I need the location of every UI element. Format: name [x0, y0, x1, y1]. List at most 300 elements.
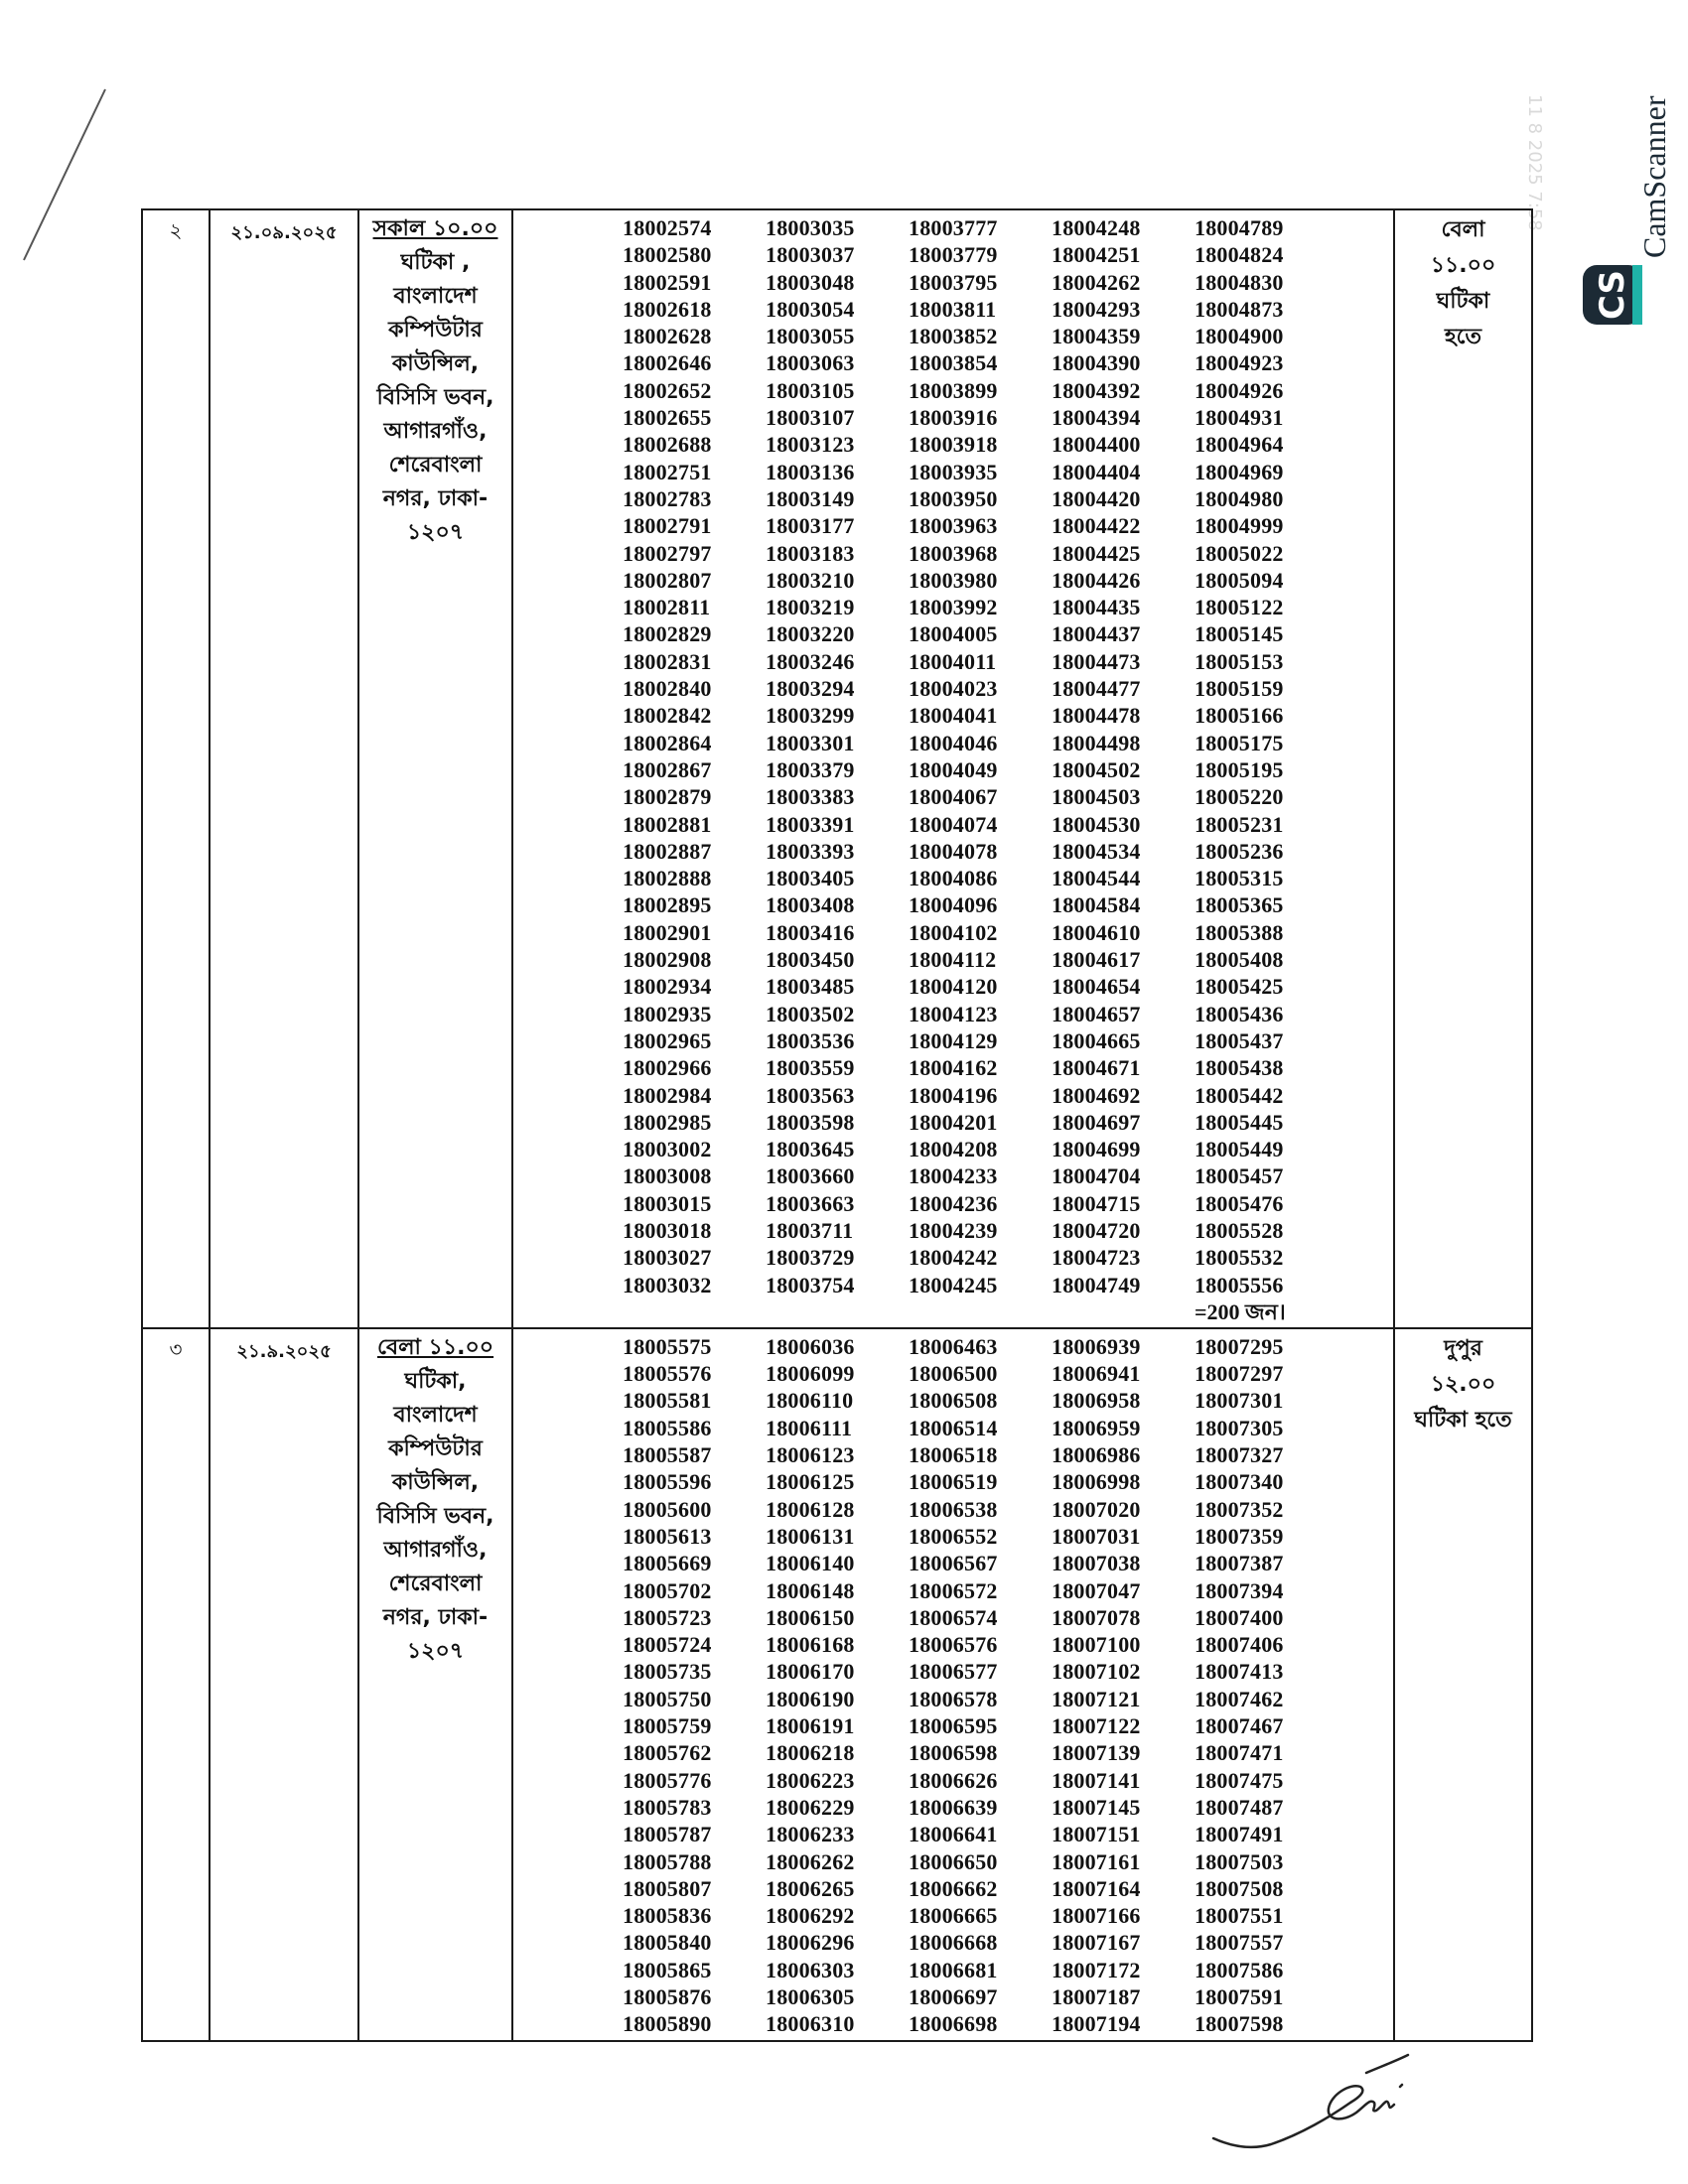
roll-number: 18005723 [623, 1604, 712, 1630]
roll-number: 18004248 [1052, 215, 1141, 240]
roll-number: 18006223 [766, 1767, 855, 1793]
roll-number: 18003563 [766, 1082, 855, 1108]
roll-number: 18003035 [766, 215, 855, 240]
roll-number: 18004394 [1052, 405, 1141, 431]
roll-number: 18007038 [1052, 1551, 1141, 1576]
roll-number: 18002879 [623, 784, 712, 810]
roll-number: 18007020 [1052, 1496, 1141, 1522]
venue-line: ১২০৭ [406, 1638, 465, 1664]
roll-number: 18004359 [1052, 324, 1141, 349]
schedule-row [142, 1328, 1532, 2041]
roll-column [1195, 214, 1337, 1298]
roll-number: 18007352 [1195, 1496, 1284, 1522]
roll-number: 18005388 [1195, 919, 1284, 945]
roll-number: 18004435 [1052, 595, 1141, 620]
roll-number: 18007491 [1195, 1822, 1284, 1847]
roll-number: 18006123 [766, 1442, 855, 1468]
roll-number: 18003383 [766, 784, 855, 810]
roll-number: 18003916 [909, 405, 998, 431]
roll-number: 18007139 [1052, 1740, 1141, 1766]
roll-number: 18007400 [1195, 1604, 1284, 1630]
roll-number: 18003220 [766, 621, 855, 647]
roll-column [1052, 214, 1195, 1298]
roll-number: 18004426 [1052, 567, 1141, 593]
roll-number: 18007598 [1195, 2011, 1284, 2037]
venue-line: আগারগাঁও, [383, 1537, 488, 1563]
roll-number: 18005776 [623, 1767, 712, 1793]
roll-number: 18004824 [1195, 242, 1284, 268]
report-time-cell [1394, 209, 1532, 1328]
roll-number: 18007340 [1195, 1469, 1284, 1495]
roll-number: 18004041 [909, 703, 998, 729]
roll-number: 18004112 [909, 947, 997, 973]
roll-number: 18007194 [1052, 2011, 1141, 2037]
roll-number: 18003105 [766, 377, 855, 403]
venue-line: বিসিসি ভবন, [376, 385, 494, 410]
roll-number: 18006518 [909, 1442, 998, 1468]
roll-number: 18006463 [909, 1333, 998, 1359]
serial-number: ৩ [142, 1328, 210, 2041]
roll-number: 18003149 [766, 485, 855, 511]
roll-number: 18004196 [909, 1082, 998, 1108]
roll-number: 18004208 [909, 1137, 998, 1162]
roll-number: 18004964 [1195, 432, 1284, 458]
roll-number: 18003980 [909, 567, 998, 593]
roll-number: 18002751 [623, 459, 712, 484]
roll-number: 18005787 [623, 1822, 712, 1847]
roll-column [766, 214, 909, 1298]
roll-number: 18005022 [1195, 540, 1284, 566]
roll-number: 18002908 [623, 947, 712, 973]
roll-number: 18007141 [1052, 1767, 1141, 1793]
roll-number: 18004900 [1195, 324, 1284, 349]
roll-number: 18007297 [1195, 1361, 1284, 1387]
roll-number: 18003219 [766, 595, 855, 620]
roll-number: 18006576 [909, 1632, 998, 1658]
roll-number: 18005762 [623, 1740, 712, 1766]
roll-number: 18003795 [909, 269, 998, 295]
roll-number: 18003018 [623, 1217, 712, 1243]
roll-number: 18005365 [1195, 892, 1284, 918]
roll-number: 18006168 [766, 1632, 855, 1658]
roll-number: 18005587 [623, 1442, 712, 1468]
venue-line: বাংলাদেশ [393, 284, 478, 309]
roll-number: 18002881 [623, 811, 712, 837]
roll-column [909, 214, 1052, 1298]
roll-number: 18003645 [766, 1137, 855, 1162]
roll-number: 18004692 [1052, 1082, 1141, 1108]
exam-date: ২১.০৯.২০২৫ [210, 209, 358, 1328]
roll-number: 18006265 [766, 1875, 855, 1901]
venue-line: নগর, ঢাকা- [382, 1604, 489, 1630]
roll-number: 18006514 [909, 1415, 998, 1440]
roll-number: 18007591 [1195, 1984, 1284, 2009]
roll-number: 18003899 [909, 377, 998, 403]
roll-number: 18007586 [1195, 1957, 1284, 1982]
roll-number: 18002580 [623, 242, 712, 268]
roll-number: 18002652 [623, 377, 712, 403]
roll-number: 18002628 [623, 324, 712, 349]
roll-number: 18006111 [766, 1415, 853, 1440]
roll-number: 18003301 [766, 730, 855, 755]
roll-number: 18003055 [766, 324, 855, 349]
roll-number: 18004437 [1052, 621, 1141, 647]
roll-number: 18003408 [766, 892, 855, 918]
roll-number: 18002867 [623, 756, 712, 782]
roll-number: 18007100 [1052, 1632, 1141, 1658]
venue-line: বিসিসি ভবন, [376, 1503, 494, 1529]
roll-number: 18006099 [766, 1361, 855, 1387]
roll-number: 18004999 [1195, 513, 1284, 539]
roll-number: 18002935 [623, 1001, 712, 1026]
report-time-line: ঘটিকা হতে [1414, 1407, 1512, 1433]
roll-number: 18006229 [766, 1794, 855, 1820]
venue-line: ঘটিকা , [400, 250, 471, 275]
roll-number: 18003854 [909, 350, 998, 376]
roll-number: 18004422 [1052, 513, 1141, 539]
roll-number: 18006131 [766, 1523, 855, 1549]
roll-number: 18002985 [623, 1109, 712, 1135]
roll-number: 18003918 [909, 432, 998, 458]
roll-number: 18006233 [766, 1822, 855, 1847]
roll-number: 18006574 [909, 1604, 998, 1630]
roll-number: 18006998 [1052, 1469, 1141, 1495]
roll-number: 18004477 [1052, 676, 1141, 702]
roll-number: 18004534 [1052, 838, 1141, 864]
roll-number: 18005145 [1195, 621, 1284, 647]
roll-number: 18006310 [766, 2011, 855, 2037]
roll-number: 18004544 [1052, 866, 1141, 891]
roll-number: 18004120 [909, 974, 998, 1000]
roll-number: 18005437 [1195, 1027, 1284, 1053]
roll-number: 18005159 [1195, 676, 1284, 702]
roll-number: 18007187 [1052, 1984, 1141, 2009]
roll-number: 18004530 [1052, 811, 1141, 837]
roll-number: 18004704 [1052, 1163, 1141, 1189]
roll-number: 18006190 [766, 1686, 855, 1711]
roll-number: 18002655 [623, 405, 712, 431]
roll-number: 18007413 [1195, 1659, 1284, 1685]
venue-cell [358, 209, 512, 1328]
roll-number: 18002829 [623, 621, 712, 647]
roll-number: 18006567 [909, 1551, 998, 1576]
roll-number: 18006668 [909, 1930, 998, 1956]
roll-number: 18006305 [766, 1984, 855, 2009]
roll-number: 18005596 [623, 1469, 712, 1495]
roll-number: 18007102 [1052, 1659, 1141, 1685]
report-time-line: ১১.০০ [1430, 253, 1496, 278]
roll-column [623, 214, 766, 1298]
roll-number: 18004074 [909, 811, 998, 837]
roll-number: 18007172 [1052, 1957, 1141, 1982]
roll-number: 18006110 [766, 1388, 854, 1414]
roll-number: 18004610 [1052, 919, 1141, 945]
roll-number: 18002574 [623, 215, 712, 240]
roll-number: 18005556 [1195, 1272, 1284, 1297]
roll-number: 18003992 [909, 595, 998, 620]
roll-number: 18004293 [1052, 296, 1141, 322]
roll-number: 18003177 [766, 513, 855, 539]
roll-number: 18006959 [1052, 1415, 1141, 1440]
roll-number: 18003852 [909, 324, 998, 349]
roll-number: 18007305 [1195, 1415, 1284, 1440]
roll-number: 18007078 [1052, 1604, 1141, 1630]
roll-number: 18003002 [623, 1137, 712, 1162]
roll-number: 18006519 [909, 1469, 998, 1495]
roll-number: 18002811 [623, 595, 711, 620]
report-time-line: বেলা [1441, 217, 1485, 242]
roll-number: 18006681 [909, 1957, 998, 1982]
roll-number: 18005702 [623, 1577, 712, 1603]
roll-number: 18004503 [1052, 784, 1141, 810]
roll-number: 18002791 [623, 513, 712, 539]
roll-number: 18004584 [1052, 892, 1141, 918]
roll-number: 18003416 [766, 919, 855, 945]
roll-number: 18005166 [1195, 703, 1284, 729]
roll-number: 18005442 [1195, 1082, 1284, 1108]
roll-number: 18004096 [909, 892, 998, 918]
roll-number: 18002783 [623, 485, 712, 511]
roll-number: 18003536 [766, 1027, 855, 1053]
roll-number: 18006639 [909, 1794, 998, 1820]
roll-number: 18007161 [1052, 1848, 1141, 1874]
roll-number: 18004498 [1052, 730, 1141, 755]
roll-number: 18005600 [623, 1496, 712, 1522]
roll-number: 18006939 [1052, 1333, 1141, 1359]
roll-number: 18004699 [1052, 1137, 1141, 1162]
roll-number-table [141, 208, 1533, 2042]
roll-number: 18007503 [1195, 1848, 1284, 1874]
roll-number: 18002618 [623, 296, 712, 322]
venue-line: কম্পিউটার [388, 1435, 483, 1461]
roll-number: 18004086 [909, 866, 998, 891]
roll-number: 18005890 [623, 2011, 712, 2037]
roll-number: 18004665 [1052, 1027, 1141, 1053]
roll-number: 18003559 [766, 1055, 855, 1081]
roll-number: 18005220 [1195, 784, 1284, 810]
roll-number: 18007487 [1195, 1794, 1284, 1820]
roll-number: 18004078 [909, 838, 998, 864]
roll-number: 18005122 [1195, 595, 1284, 620]
roll-number: 18002646 [623, 350, 712, 376]
roll-number: 18004723 [1052, 1245, 1141, 1271]
roll-number: 18002864 [623, 730, 712, 755]
roll-number: 18003299 [766, 703, 855, 729]
roll-number: 18005586 [623, 1415, 712, 1440]
roll-number: 18006148 [766, 1577, 855, 1603]
roll-number: 18007557 [1195, 1930, 1284, 1956]
roll-number: 18004201 [909, 1109, 998, 1135]
roll-number: 18006036 [766, 1333, 855, 1359]
roll-number: 18003963 [909, 513, 998, 539]
roll-column [766, 1333, 909, 2038]
roll-number: 18003950 [909, 485, 998, 511]
roll-number: 18006296 [766, 1930, 855, 1956]
roll-number: 18004251 [1052, 242, 1141, 268]
roll-number: 18006140 [766, 1551, 855, 1576]
roll-number: 18005436 [1195, 1001, 1284, 1026]
roll-number: 18004245 [909, 1272, 998, 1297]
roll-number: 18003405 [766, 866, 855, 891]
total-count: =200 জন। [1195, 1298, 1286, 1324]
roll-number: 18003754 [766, 1272, 855, 1297]
roll-number: 18002965 [623, 1027, 712, 1053]
roll-number: 18007295 [1195, 1333, 1284, 1359]
roll-number: 18003779 [909, 242, 998, 268]
roll-number: 18005724 [623, 1632, 712, 1658]
roll-number: 18004980 [1195, 485, 1284, 511]
roll-number: 18002797 [623, 540, 712, 566]
roll-numbers-cell [512, 209, 1394, 1328]
roll-number: 18005576 [623, 1361, 712, 1387]
roll-number: 18002831 [623, 648, 712, 674]
roll-number: 18006552 [909, 1523, 998, 1549]
roll-number: 18002888 [623, 866, 712, 891]
roll-number: 18005476 [1195, 1190, 1284, 1216]
roll-number: 18002688 [623, 432, 712, 458]
roll-number: 18005581 [623, 1388, 712, 1414]
camscanner-watermark [1575, 60, 1672, 338]
roll-number: 18004005 [909, 621, 998, 647]
roll-number: 18006941 [1052, 1361, 1141, 1387]
roll-number: 18003015 [623, 1190, 712, 1216]
roll-number: 18003502 [766, 1001, 855, 1026]
roll-number: 18005759 [623, 1713, 712, 1739]
roll-number: 18006150 [766, 1604, 855, 1630]
roll-number: 18005865 [623, 1957, 712, 1982]
roll-number: 18003136 [766, 459, 855, 484]
roll-number: 18006595 [909, 1713, 998, 1739]
roll-number: 18005457 [1195, 1163, 1284, 1189]
venue-line: কাউন্সিল, [391, 1469, 480, 1495]
roll-number: 18003811 [909, 296, 997, 322]
roll-number: 18004654 [1052, 974, 1141, 1000]
roll-number: 18005840 [623, 1930, 712, 1956]
roll-number: 18002807 [623, 567, 712, 593]
roll-number: 18005231 [1195, 811, 1284, 837]
report-time-line: হতে [1445, 325, 1481, 349]
roll-number: 18005532 [1195, 1245, 1284, 1271]
roll-number: 18005315 [1195, 866, 1284, 891]
roll-number: 18007475 [1195, 1767, 1284, 1793]
handwritten-signature [1211, 2047, 1410, 2156]
report-time-line: ঘটিকা [1436, 289, 1490, 314]
roll-number: 18007121 [1052, 1686, 1141, 1711]
roll-number: 18007406 [1195, 1632, 1284, 1658]
roll-number: 18003246 [766, 648, 855, 674]
roll-number: 18005195 [1195, 756, 1284, 782]
venue-cell [358, 1328, 512, 2041]
roll-column [909, 1333, 1052, 2038]
roll-number: 18005876 [623, 1984, 712, 2009]
venue-line: কাউন্সিল, [391, 351, 480, 376]
roll-number: 18004425 [1052, 540, 1141, 566]
roll-numbers-cell [512, 1328, 1394, 2041]
roll-number: 18003968 [909, 540, 998, 566]
roll-number: 18003660 [766, 1163, 855, 1189]
roll-number: 18004420 [1052, 485, 1141, 511]
roll-number: 18004617 [1052, 947, 1141, 973]
roll-number: 18005735 [623, 1659, 712, 1685]
roll-number: 18004715 [1052, 1190, 1141, 1216]
roll-number: 18004502 [1052, 756, 1141, 782]
roll-number: 18007462 [1195, 1686, 1284, 1711]
venue-line: আগারগাঁও, [383, 419, 488, 444]
roll-column [1195, 1333, 1337, 2038]
venue-line: বাংলাদেশ [393, 1402, 478, 1428]
roll-number: 18007122 [1052, 1713, 1141, 1739]
roll-number: 18006303 [766, 1957, 855, 1982]
roll-number: 18004478 [1052, 703, 1141, 729]
roll-number: 18002840 [623, 676, 712, 702]
venue-line: শেরেবাংলা [388, 1570, 483, 1596]
roll-number: 18007471 [1195, 1740, 1284, 1766]
roll-number: 18006170 [766, 1659, 855, 1685]
roll-number: 18004931 [1195, 405, 1284, 431]
roll-number: 18006665 [909, 1903, 998, 1929]
roll-number: 18007164 [1052, 1875, 1141, 1901]
roll-number: 18007508 [1195, 1875, 1284, 1901]
roll-number: 18002842 [623, 703, 712, 729]
roll-number: 18003183 [766, 540, 855, 566]
roll-number: 18006262 [766, 1848, 855, 1874]
roll-number: 18005807 [623, 1875, 712, 1901]
roll-number: 18004262 [1052, 269, 1141, 295]
roll-number: 18003210 [766, 567, 855, 593]
roll-number: 18003123 [766, 432, 855, 458]
roll-number: 18005438 [1195, 1055, 1284, 1081]
roll-number: 18003054 [766, 296, 855, 322]
roll-number: 18003032 [623, 1272, 712, 1297]
roll-number: 18005750 [623, 1686, 712, 1711]
roll-column [1052, 1333, 1195, 2038]
roll-number: 18006662 [909, 1875, 998, 1901]
venue-line: নগর, ঢাকা- [382, 486, 489, 511]
venue-line: ঘটিকা, [404, 1368, 467, 1394]
roll-number: 18004404 [1052, 459, 1141, 484]
roll-number: 18003294 [766, 676, 855, 702]
roll-number: 18005449 [1195, 1137, 1284, 1162]
roll-number: 18003107 [766, 405, 855, 431]
roll-number: 18004123 [909, 1001, 998, 1026]
roll-number: 18003393 [766, 838, 855, 864]
roll-number: 18007327 [1195, 1442, 1284, 1468]
venue-line: সকাল ১০.০০ [372, 216, 498, 241]
roll-number: 18005153 [1195, 648, 1284, 674]
roll-number: 18007166 [1052, 1903, 1141, 1929]
roll-number: 18007301 [1195, 1388, 1284, 1414]
schedule-row [142, 209, 1532, 1328]
roll-number: 18004011 [909, 648, 997, 674]
roll-number: 18004671 [1052, 1055, 1141, 1081]
roll-number: 18007145 [1052, 1794, 1141, 1820]
roll-number: 18002901 [623, 919, 712, 945]
roll-number: 18003391 [766, 811, 855, 837]
roll-number: 18002966 [623, 1055, 712, 1081]
roll-number: 18007047 [1052, 1577, 1141, 1603]
roll-column [623, 1333, 766, 2038]
roll-number: 18003048 [766, 269, 855, 295]
roll-number: 18007467 [1195, 1713, 1284, 1739]
roll-number: 18004392 [1052, 377, 1141, 403]
roll-number: 18002591 [623, 269, 712, 295]
roll-number: 18003450 [766, 947, 855, 973]
roll-number: 18004400 [1052, 432, 1141, 458]
roll-number: 18006572 [909, 1577, 998, 1603]
roll-number: 18005094 [1195, 567, 1284, 593]
roll-number: 18005613 [623, 1523, 712, 1549]
roll-number: 18007167 [1052, 1930, 1141, 1956]
